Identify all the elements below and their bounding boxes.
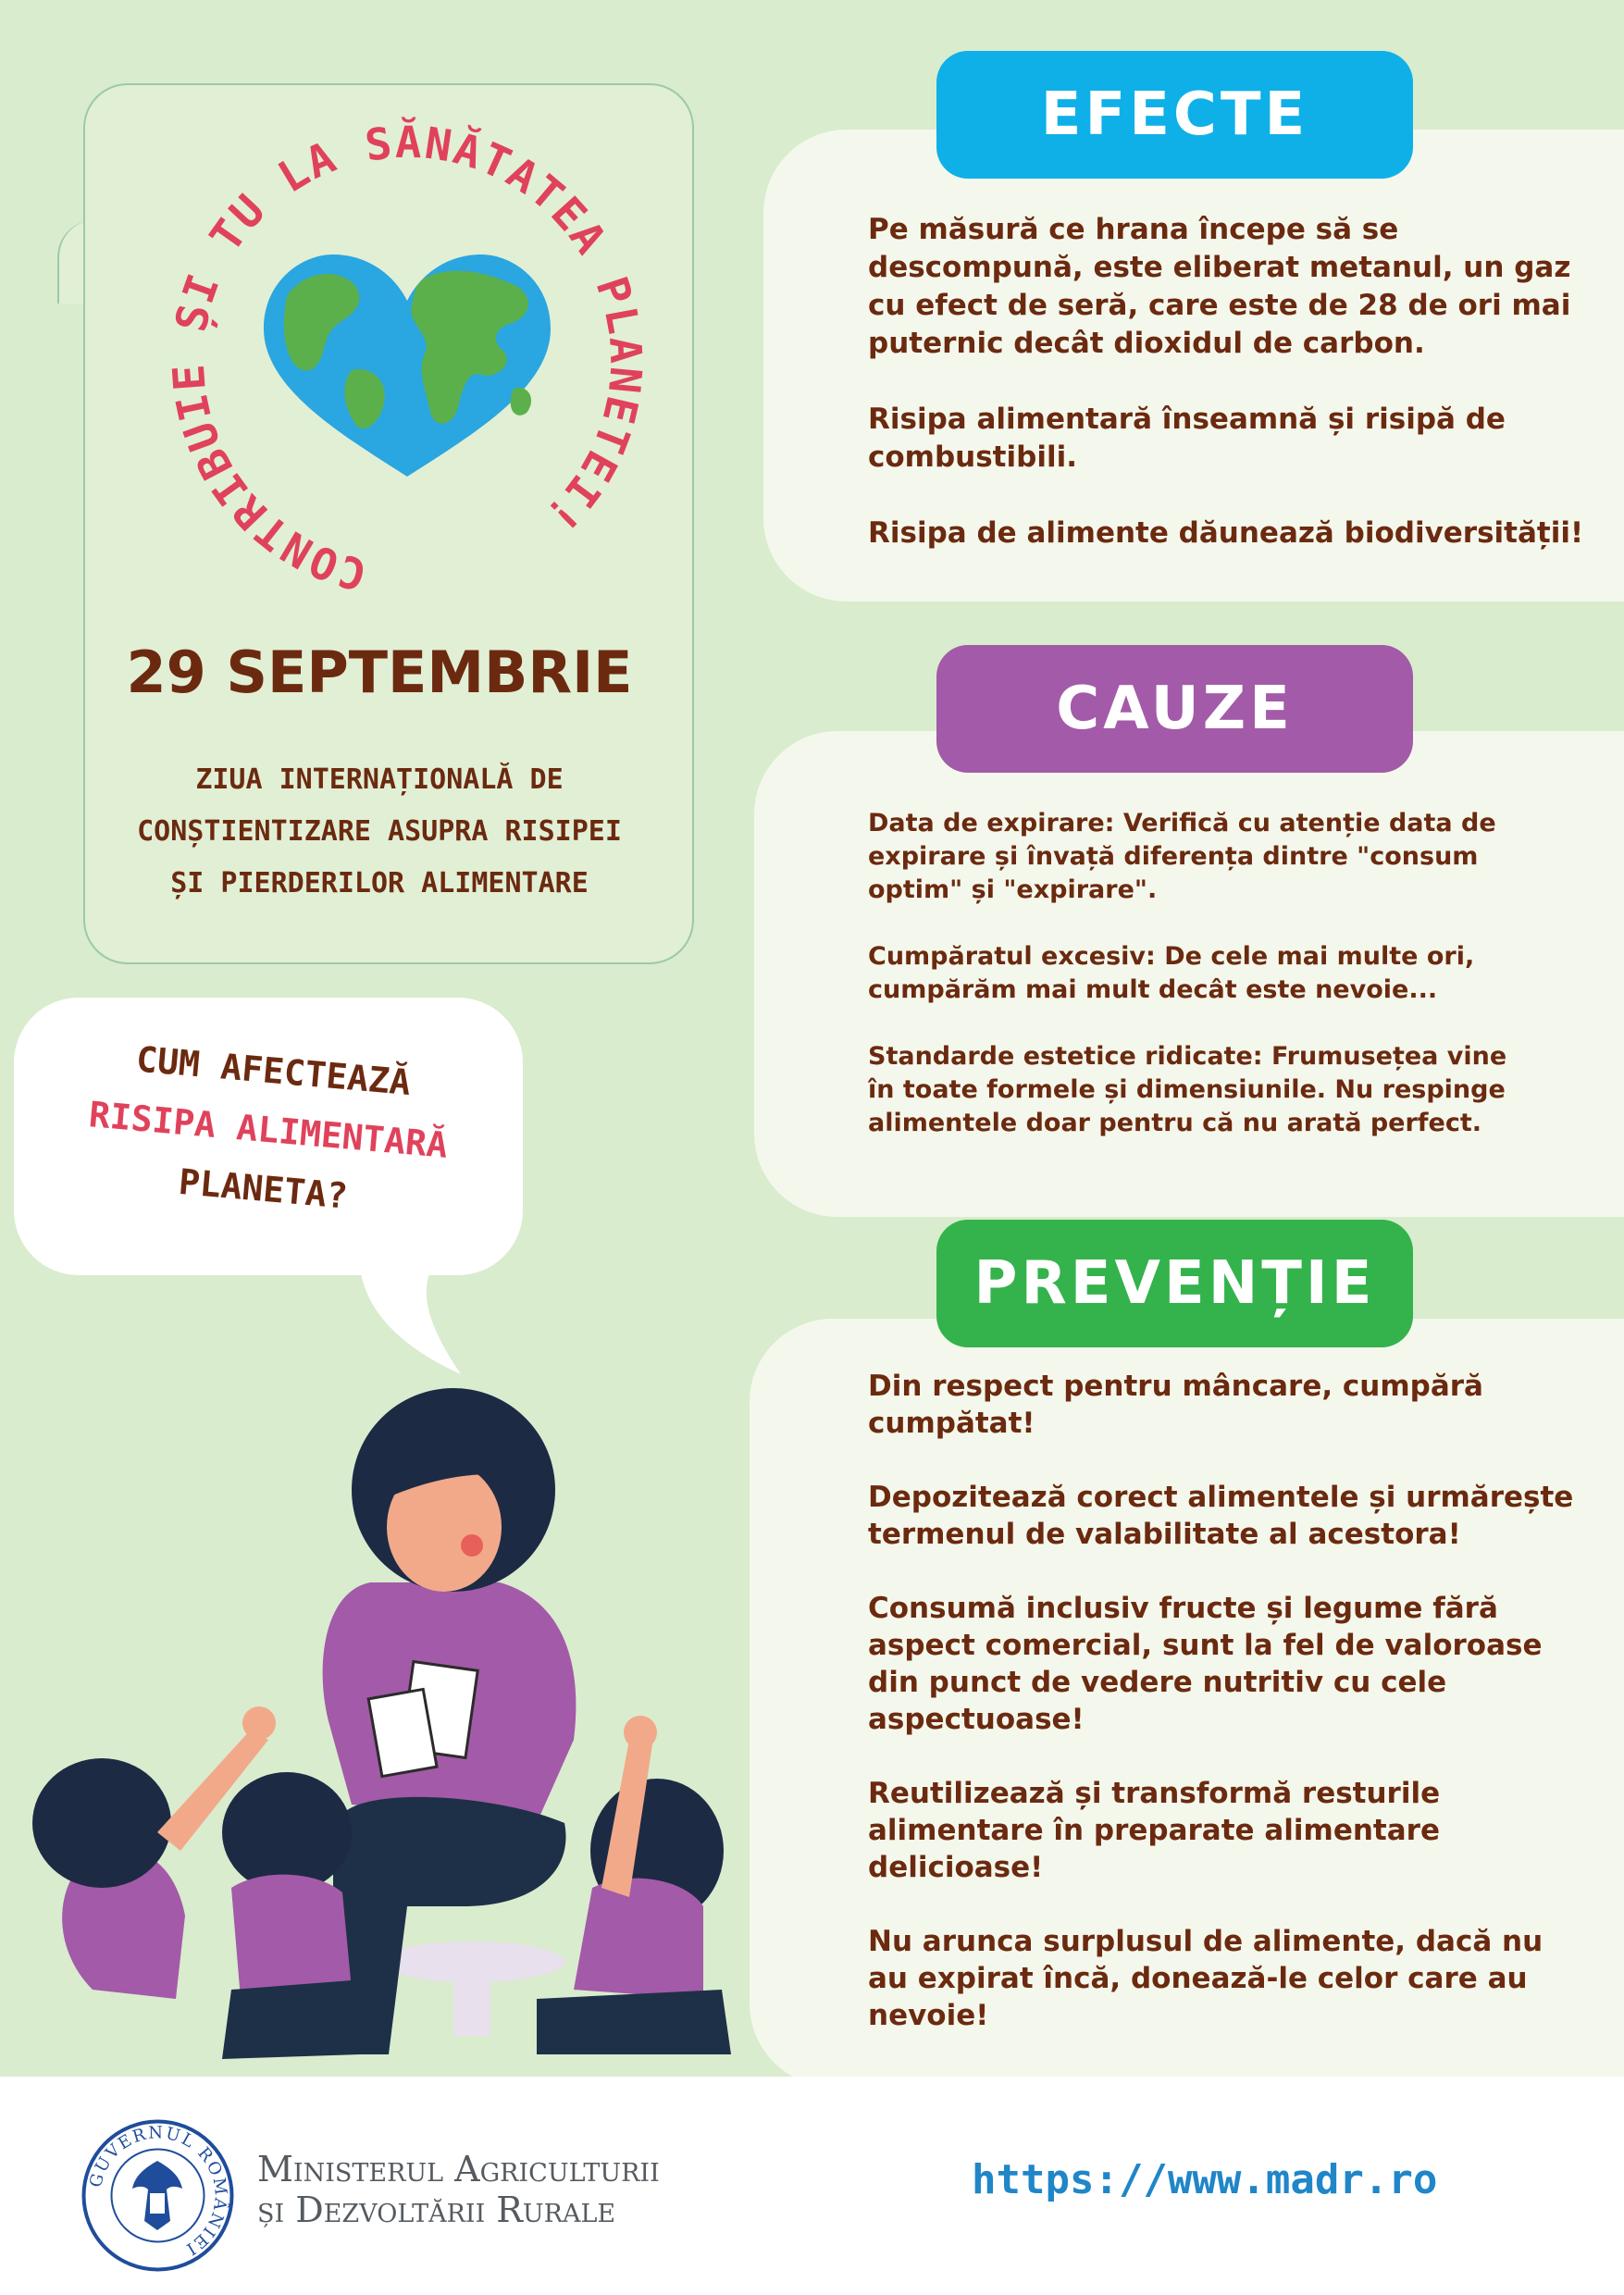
preventie-paragraph: Consumă inclusiv fructe și legume fără aspect comercial, sunt la fel de valoroase din punct de vedere nutritiv cu cele aspectuoase!: [868, 1592, 1543, 1736]
efecte-paragraph: Risipa alimentară înseamnă și risipă de combustibili.: [868, 403, 1506, 474]
speech-bubble-tail: [352, 1240, 463, 1374]
cauze-paragraph: Standarde estetice ridicate: Frumusețea vine în toate formele și dimensiunile. Nu respinge alimentele doar pentru că nu arată perfect.: [868, 1042, 1507, 1137]
preventie-heading: PREVENȚIE: [936, 1220, 1413, 1347]
efecte-paragraph: Pe măsură ce hrana începe să se descompună, este eliberat metanul, un gaz cu efect de seră, care este de 28 de ori mai puternic decât dioxidul de carbon.: [868, 213, 1571, 360]
svg-text:GUVERNUL ROMÂNIEI: GUVERNUL ROMÂNIEI: [85, 2123, 231, 2260]
government-seal-logo: [81, 2119, 234, 2272]
preventie-paragraph: Depozitează corect alimentele și urmărește termenul de valabilitate al acestora!: [868, 1481, 1574, 1551]
bubble-line: CUM AFECTEAZĂ: [134, 1038, 413, 1104]
slogan-circle: [148, 102, 666, 620]
efecte-heading: EFECTE: [936, 51, 1413, 179]
cauze-paragraph: Data de expirare: Verifică cu atenție data de expirare și învață diferența dintre "consum optim" și "expirare".: [868, 809, 1496, 904]
bubble-line: PLANETA?: [177, 1160, 350, 1217]
subtitle-line: CONȘTIENTIZARE ASUPRA RISIPEI: [137, 815, 622, 848]
efecte-text: [868, 211, 1590, 552]
cauze-paragraph: Cumpăratul excesiv: De cele mai multe ori, cumpărăm mai mult decât este nevoie...: [868, 942, 1475, 1004]
child-middle-figure: [222, 1772, 361, 2059]
preventie-paragraph: Din respect pentru mâncare, cumpără cumpătat!: [868, 1370, 1483, 1440]
circle-slogan: CONTRIBUIE ȘI TU LA SĂNĂTATEA PLANETEI!: [163, 117, 651, 601]
eagle-crest-icon: [132, 2161, 182, 2230]
ministry-line: și Dezvoltării Rurale: [257, 2190, 616, 2230]
preventie-text: [868, 1368, 1590, 2034]
cauze-heading: CAUZE: [936, 645, 1413, 773]
teacher-children-illustration: [19, 1388, 759, 2073]
preventie-paragraph: Reutilizează și transformă resturile alimentare în preparate alimentare delicioase!: [868, 1777, 1441, 1884]
bubble-line-highlight: RISIPA ALIMENTARĂ: [87, 1094, 450, 1166]
subtitle-line: ȘI PIERDERILOR ALIMENTARE: [170, 867, 589, 899]
efecte-paragraph: Risipa de alimente dăunează biodiversității!: [868, 516, 1584, 550]
preventie-paragraph: Nu arunca surplusul de alimente, dacă nu au expirat încă, donează-le celor care au nevoie!: [868, 1925, 1543, 2032]
subtitle-line: ZIUA INTERNAȚIONALĂ DE: [195, 763, 564, 796]
ministry-name: [257, 2149, 812, 2230]
child-right-figure: [537, 1716, 731, 2054]
event-subtitle: [56, 754, 703, 910]
event-date: 29 SEPTEMBRIE: [126, 639, 633, 706]
website-link[interactable]: https://www.madr.ro: [972, 2156, 1438, 2203]
heart-globe-icon: [264, 254, 551, 477]
teacher-figure: [323, 1388, 576, 2054]
cauze-text: [868, 807, 1534, 1140]
ministry-line: Ministerul Agriculturii: [257, 2149, 660, 2190]
